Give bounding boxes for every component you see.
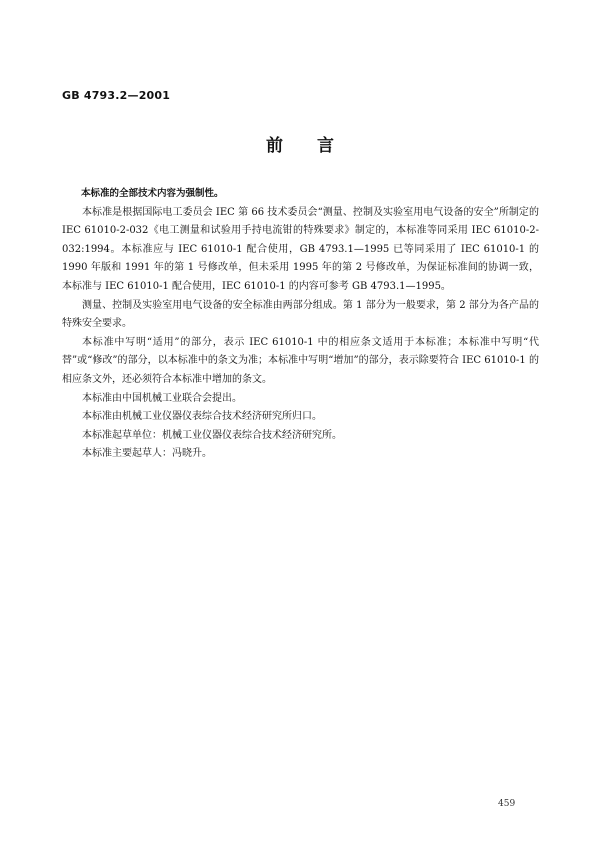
paragraph-drafting-unit: 本标准起草单位：机械工业仪器仪表综合技术经济研究所。: [82, 429, 342, 441]
paragraph-centralized: 本标准由机械工业仪器仪表综合技术经济研究所归口。: [82, 411, 322, 423]
mandatory-statement: 本标准的全部技术内容为强制性。: [81, 188, 224, 199]
paragraph-proposer: 本标准由中国机械工业联合会提出。: [82, 392, 242, 404]
paragraph-structure: 测量、控制及实验室用电气设备的安全标准由两部分组成。第 1 部分为一般要求，第 2 部分为各产品的特殊安全要求。: [62, 299, 539, 330]
foreword-body: [62, 185, 539, 464]
page-title: 前 言: [266, 136, 334, 156]
page-number: 459: [498, 799, 516, 809]
paragraph-basis: 本标准是根据国际电工委员会 IEC 第 66 技术委员会“测量、控制及实验室用电气设备的安全”所制定的 IEC 61010-2-032《电工测量和试验用手持电流钳的特殊要求》制定的，本标准等同采用 IEC 61010-2-032:1994。本标准应与 IEC 61010-1 配合使用，GB 4793.1—1995 已等同采用了 IEC 61010-1 的 1990 年版和 1991 年的第 1 号修改单，但未采用 1995 年的第 2 号修改单，为保证标准间的协调一致，本标准与 IEC 61010-1 配合使用，IEC 61010-1 的内容可参考 GB 4793.1—1995。: [62, 206, 539, 292]
standard-code: GB 4793.2—2001: [62, 89, 171, 102]
paragraph-drafters: 本标准主要起草人：冯晓升。: [82, 448, 212, 460]
paragraph-usage-terms: 本标准中写明“适用”的部分，表示 IEC 61010-1 中的相应条文适用于本标准；本标准中写明“代替”或“修改”的部分，以本标准中的条文为准；本标准中写明“增加”的部分，表示除要符合 IEC 61010-1 的相应条文外，还必须符合本标准中增加的条文。: [62, 336, 539, 385]
